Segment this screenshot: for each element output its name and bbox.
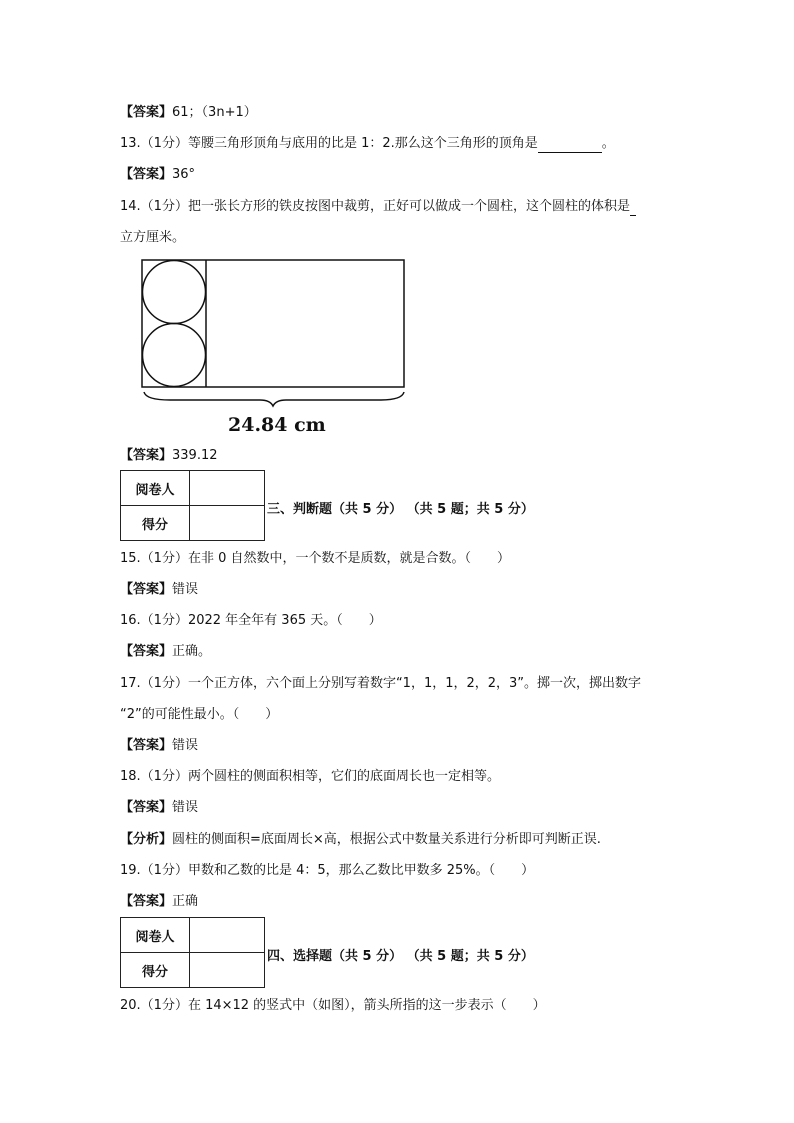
score-cell <box>190 953 265 988</box>
question-text: 14.（1分）把一张长方形的铁皮按图中裁剪，正好可以做成一个圆柱，这个圆柱的体积是 <box>120 199 630 214</box>
question-text: 15.（1分）在非 0 自然数中，一个数不是质数，就是合数。（ ） <box>120 551 510 566</box>
score-label: 得分 <box>121 953 190 988</box>
question-text: 17.（1分）一个正方体，六个面上分别写着数字“1，1，1，2，2，3”。掷一次，掷出数字 <box>120 676 642 691</box>
answer-text: 正确。 <box>172 644 212 659</box>
sheet-rectangle <box>142 260 404 387</box>
grader-score-table <box>120 470 265 541</box>
answer-text: 错误 <box>172 582 199 597</box>
question-20 <box>120 997 546 1015</box>
question-16 <box>120 612 382 630</box>
answer-19 <box>120 893 198 911</box>
question-19 <box>120 862 534 880</box>
figure-dimension-label: 24.84 cm <box>228 414 326 436</box>
width-brace <box>144 392 404 406</box>
question-17 <box>120 675 641 693</box>
answer-text: 正确 <box>172 894 199 909</box>
question-14-cont <box>120 229 185 247</box>
answer-18 <box>120 799 198 817</box>
answer-blank <box>538 138 602 153</box>
question-text: 20.（1分）在 14×12 的竖式中（如图），箭头所指的这一步表示（ ） <box>120 998 546 1013</box>
answer-tag: 【答案】 <box>120 582 173 597</box>
question-14 <box>120 198 636 216</box>
answer-tag: 【答案】 <box>120 105 173 120</box>
question-text: 18.（1分）两个圆柱的侧面积相等，它们的底面周长也一定相等。 <box>120 769 500 784</box>
answer-15 <box>120 581 198 599</box>
base-circle-top <box>143 261 206 324</box>
question-13 <box>120 135 615 153</box>
question-15 <box>120 550 510 568</box>
score-label: 得分 <box>121 506 190 541</box>
score-cell <box>190 506 265 541</box>
answer-13 <box>120 166 195 184</box>
grader-cell <box>190 918 265 953</box>
analysis-text: 圆柱的侧面积=底面周长×高，根据公式中数量关系进行分析即可判断正误. <box>172 832 601 847</box>
answer-text: 36° <box>172 167 196 182</box>
question-text: 立方厘米。 <box>120 230 186 245</box>
question-17-cont <box>120 706 278 724</box>
answer-blank <box>630 201 636 216</box>
grader-label: 阅卷人 <box>121 918 190 953</box>
question-text: 16.（1分）2022 年全年有 365 天。（ ） <box>120 613 382 628</box>
question-text: 19.（1分）甲数和乙数的比是 4：5，那么乙数比甲数多 25%。（ ） <box>120 863 535 878</box>
question-text-end: 。 <box>601 136 615 151</box>
section-3-title: 三、判断题（共 5 分） （共 5 题；共 5 分） <box>267 502 534 517</box>
question-18 <box>120 768 500 786</box>
answer-text: 339.12 <box>172 448 218 463</box>
answer-14 <box>120 447 218 465</box>
grader-score-table-2 <box>120 917 265 988</box>
answer-tag: 【答案】 <box>120 894 173 909</box>
answer-tag: 【答案】 <box>120 448 173 463</box>
answer-tag: 【答案】 <box>120 167 173 182</box>
answer-tag: 【答案】 <box>120 738 173 753</box>
answer-text: 错误 <box>172 738 199 753</box>
answer-tag: 【答案】 <box>120 800 173 815</box>
cylinder-net-figure <box>110 250 420 410</box>
answer-16 <box>120 643 211 661</box>
answer-tag: 【答案】 <box>120 644 173 659</box>
question-text: “2”的可能性最小。（ ） <box>120 707 279 722</box>
analysis-tag: 【分析】 <box>120 832 173 847</box>
grader-label: 阅卷人 <box>121 471 190 506</box>
answer-12 <box>120 104 257 122</box>
answer-text: 61；（3n+1） <box>172 105 257 120</box>
analysis-18 <box>120 831 601 849</box>
question-text: 13.（1分）等腰三角形顶角与底用的比是 1：2.那么这个三角形的顶角是 <box>120 136 538 151</box>
base-circle-bottom <box>143 324 206 387</box>
grader-cell <box>190 471 265 506</box>
answer-17 <box>120 737 198 755</box>
section-4-title: 四、选择题（共 5 分） （共 5 题；共 5 分） <box>267 949 534 964</box>
answer-text: 错误 <box>172 800 199 815</box>
